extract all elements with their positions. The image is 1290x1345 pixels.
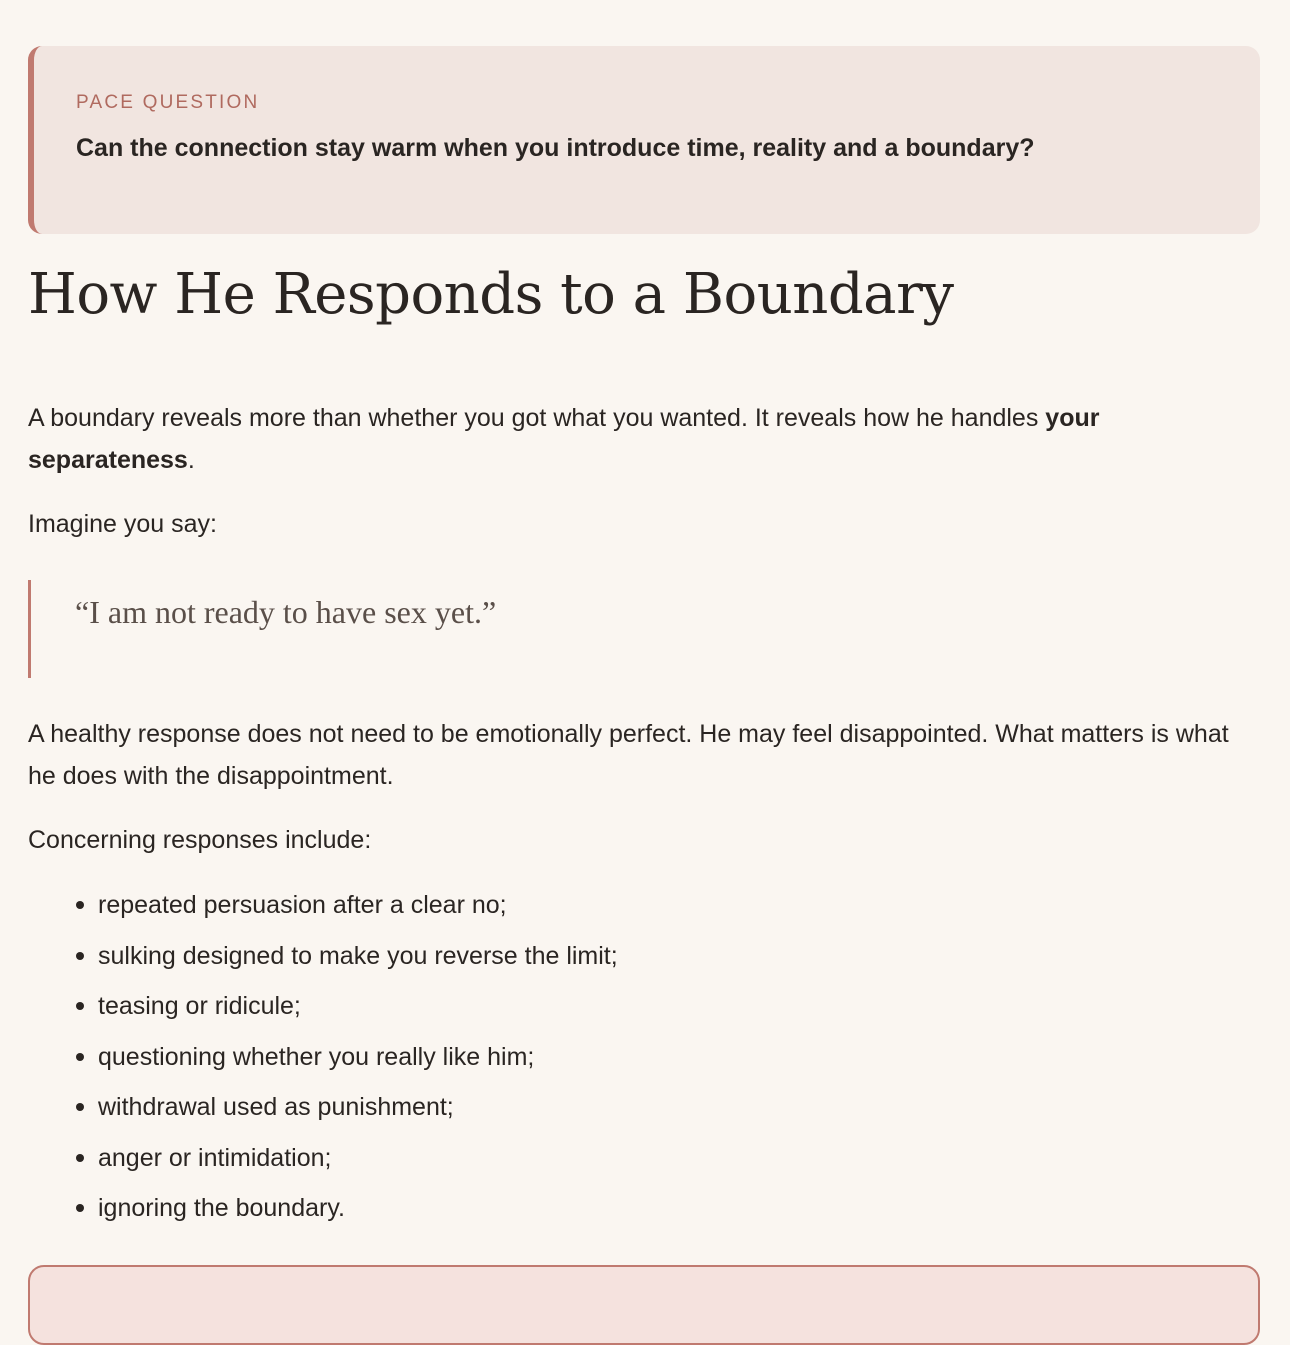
concerning-list <box>76 880 618 1234</box>
bullet-icon <box>76 1002 84 1010</box>
concerning-heading: Concerning responses include: <box>28 826 372 854</box>
example-blockquote <box>28 580 728 678</box>
list-item-text: questioning whether you really like him; <box>98 1042 535 1071</box>
callout-eyebrow: PACE QUESTION <box>76 92 260 113</box>
intro-end: . <box>187 446 195 474</box>
pace-question-callout <box>28 46 1260 234</box>
intro-emphasis: your separateness <box>28 404 1100 474</box>
bullet-icon <box>76 952 84 960</box>
list-item <box>76 1133 618 1184</box>
section-title: How He Responds to a Boundary <box>28 262 954 327</box>
list-item-text: withdrawal used as punishment; <box>98 1093 454 1122</box>
imagine-paragraph: Imagine you say: <box>28 510 217 538</box>
list-item-text: ignoring the boundary. <box>98 1194 345 1223</box>
list-item <box>76 1082 618 1133</box>
callout-question: Can the connection stay warm when you introduce time, reality and a boundary? <box>76 134 1035 162</box>
healthy-response-paragraph: A healthy response does not need to be emotionally perfect. He may feel disappointed. What matters is what he does with the disappointment. <box>28 720 1229 790</box>
intro-text: A boundary reveals more than whether you got what you wanted. It reveals how he handles <box>28 404 1046 432</box>
intro-paragraph <box>28 397 1260 481</box>
bullet-icon <box>76 1103 84 1111</box>
bullet-icon <box>76 1154 84 1162</box>
list-item <box>76 880 618 931</box>
list-item-text: repeated persuasion after a clear no; <box>98 891 507 920</box>
bullet-icon <box>76 1204 84 1212</box>
list-item-text: anger or intimidation; <box>98 1143 332 1172</box>
list-item <box>76 981 618 1032</box>
next-callout-box <box>28 1265 1260 1345</box>
list-item-text: sulking designed to make you reverse the limit; <box>98 941 618 970</box>
bullet-icon <box>76 901 84 909</box>
list-item <box>76 931 618 982</box>
quote-text: “I am not ready to have sex yet.” <box>75 594 497 630</box>
list-item-text: teasing or ridicule; <box>98 992 301 1021</box>
list-item <box>76 1032 618 1083</box>
list-item <box>76 1183 618 1234</box>
bullet-icon <box>76 1053 84 1061</box>
